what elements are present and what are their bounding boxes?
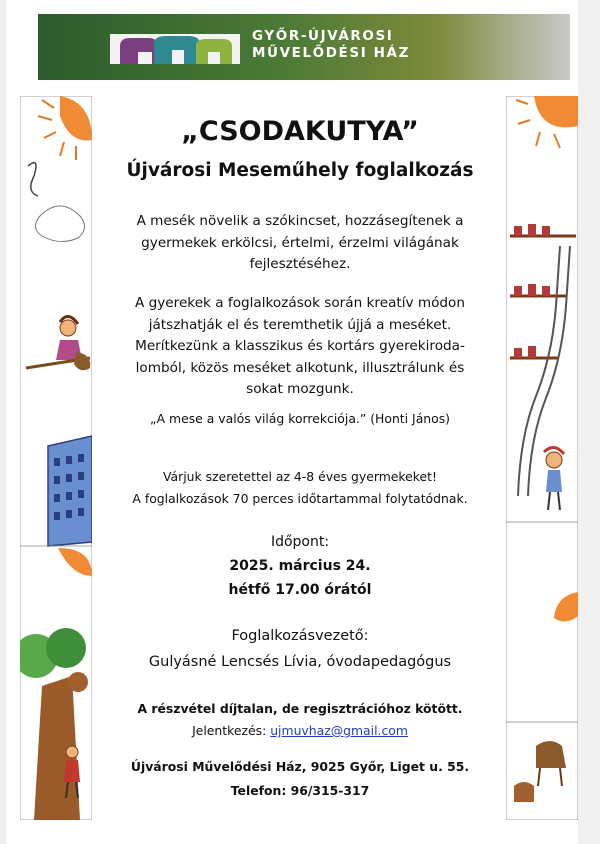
event-time: hétfő 17.00 órától	[228, 582, 372, 598]
participation-note: A részvétel díjtalan, de regisztrációhoz kötött.	[137, 701, 463, 716]
organization-name-line2: MŰVELŐDÉSI HÁZ	[252, 45, 410, 61]
description-line: Merítkezünk a klasszikus és kortárs gyerekiroda-	[135, 338, 465, 354]
page-edge-left	[0, 0, 6, 844]
phone: Telefon: 96/315-317	[230, 783, 370, 798]
quote: „A mese a valós világ korrekciója.” (Honti János)	[149, 411, 451, 426]
intro-line: gyermekek erkölcsi, értelmi, érzelmi világának	[141, 234, 459, 251]
organization-logo	[110, 24, 240, 72]
leader-name: Gulyásné Lencsés Lívia, óvodapedagógus	[148, 654, 452, 670]
registration-email-link[interactable]: ujmuvhaz@gmail.com	[270, 723, 408, 738]
organization-name-line1: GYŐR-ÚJVÁROSI	[252, 28, 394, 44]
header-banner	[38, 14, 570, 80]
description-line: sokat mozgunk.	[246, 381, 354, 397]
left-children-drawings	[20, 96, 92, 820]
address: Újvárosi Művelődési Ház, 9025 Győr, Liget u. 55.	[130, 759, 470, 774]
poster-subtitle: Újvárosi Meseműhely foglalkozás	[126, 160, 474, 181]
registration-line	[96, 720, 504, 741]
leader-label: Foglalkozásvezető:	[231, 628, 369, 644]
intro-line: fejlesztéséhez.	[249, 256, 351, 272]
description-line: játszhatják el és teremthetik újjá a meséket.	[148, 316, 452, 333]
event-date: 2025. március 24.	[229, 558, 371, 574]
duration-note: A foglalkozások 70 perces időtartammal folytatódnak.	[132, 491, 468, 506]
page-edge-right	[578, 0, 600, 844]
organization-name	[252, 28, 410, 62]
intro-line: A mesék növelik a szókincset, hozzásegítenek a	[136, 213, 464, 229]
audience-note: Várjuk szeretettel az 4-8 éves gyermekeket!	[163, 469, 437, 484]
poster-title: „CSODAKUTYA”	[181, 116, 419, 147]
description-paragraph	[96, 293, 504, 401]
intro-paragraph	[96, 211, 504, 276]
description-line: A gyerekek a foglalkozások során kreatív módon	[135, 295, 465, 311]
right-children-drawings	[506, 96, 578, 820]
description-line: lomból, közös meséket alkotunk, illusztrálunk és	[135, 359, 465, 376]
time-label: Időpont:	[270, 534, 330, 550]
registration-label: Jelentkezés:	[192, 723, 267, 738]
apartment-building-drawing-icon	[48, 436, 92, 546]
